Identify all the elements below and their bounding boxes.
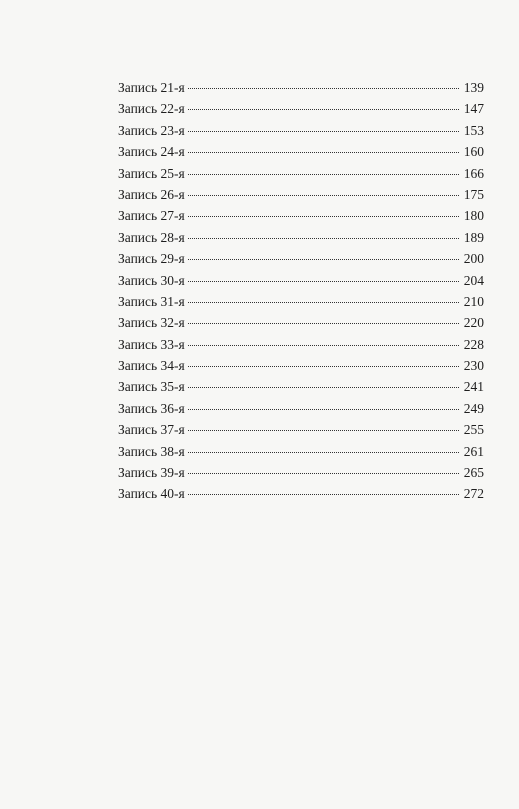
toc-entry-page-number: 241 xyxy=(463,379,484,395)
toc-entry-label: Запись 28-я xyxy=(118,229,185,245)
toc-entry-page-number: 160 xyxy=(463,144,484,160)
toc-entry xyxy=(118,163,484,184)
toc-entry xyxy=(118,419,484,440)
dot-leader xyxy=(188,366,459,367)
toc-entry xyxy=(118,248,484,269)
toc-entry-page-number: 189 xyxy=(463,229,484,245)
toc-entry-label: Запись 35-я xyxy=(118,379,185,395)
toc-entry-label: Запись 40-я xyxy=(118,486,185,502)
toc-entry-label: Запись 23-я xyxy=(118,122,185,138)
toc-entry xyxy=(118,483,484,504)
toc-entry-label: Запись 22-я xyxy=(118,101,185,117)
dot-leader xyxy=(188,174,459,175)
toc-entry-label: Запись 39-я xyxy=(118,465,185,481)
toc-entry xyxy=(118,98,484,119)
toc-entry xyxy=(118,462,484,483)
toc-entry xyxy=(118,376,484,397)
dot-leader xyxy=(188,323,459,324)
dot-leader xyxy=(188,345,459,346)
dot-leader xyxy=(188,302,459,303)
dot-leader xyxy=(188,430,459,431)
dot-leader xyxy=(188,259,459,260)
toc-entry-label: Запись 27-я xyxy=(118,208,185,224)
toc-entry xyxy=(118,184,484,205)
toc-entry xyxy=(118,120,484,141)
toc-entry-page-number: 220 xyxy=(463,315,484,331)
toc-entry-label: Запись 36-я xyxy=(118,400,185,416)
dot-leader xyxy=(188,195,459,196)
toc-entry xyxy=(118,270,484,291)
toc-entry xyxy=(118,355,484,376)
toc-entry xyxy=(118,141,484,162)
dot-leader xyxy=(188,387,459,388)
toc-entry-page-number: 261 xyxy=(463,443,484,459)
toc-entry-page-number: 255 xyxy=(463,422,484,438)
toc-entry-label: Запись 37-я xyxy=(118,422,185,438)
dot-leader xyxy=(188,494,459,495)
toc-entry-page-number: 249 xyxy=(463,400,484,416)
dot-leader xyxy=(188,109,459,110)
toc-entry-label: Запись 34-я xyxy=(118,358,185,374)
toc-entry-label: Запись 25-я xyxy=(118,165,185,181)
toc-entry-page-number: 166 xyxy=(463,165,484,181)
toc-entry-page-number: 272 xyxy=(463,486,484,502)
toc-entry-page-number: 230 xyxy=(463,358,484,374)
toc-entry xyxy=(118,441,484,462)
toc-entry-page-number: 228 xyxy=(463,336,484,352)
toc-entry xyxy=(118,334,484,355)
toc-entry-page-number: 200 xyxy=(463,251,484,267)
dot-leader xyxy=(188,409,459,410)
toc-entry-page-number: 139 xyxy=(463,80,484,95)
dot-leader xyxy=(188,88,459,89)
dot-leader xyxy=(188,152,459,153)
toc-entry xyxy=(118,227,484,248)
toc-entry-page-number: 265 xyxy=(463,465,484,481)
toc-entry xyxy=(118,77,484,98)
toc-entry-label: Запись 31-я xyxy=(118,293,185,309)
dot-leader xyxy=(188,452,459,453)
toc-entry xyxy=(118,398,484,419)
toc-entry-label: Запись 33-я xyxy=(118,336,185,352)
dot-leader xyxy=(188,131,459,132)
toc-entry-page-number: 210 xyxy=(463,293,484,309)
toc-entry-page-number: 204 xyxy=(463,272,484,288)
toc-entry xyxy=(118,312,484,333)
dot-leader xyxy=(188,216,459,217)
toc-entry xyxy=(118,205,484,226)
dot-leader xyxy=(188,238,459,239)
table-of-contents xyxy=(118,77,484,505)
toc-entry xyxy=(118,291,484,312)
toc-entry-label: Запись 38-я xyxy=(118,443,185,459)
toc-entry-label: Запись 26-я xyxy=(118,186,185,202)
toc-entry-page-number: 180 xyxy=(463,208,484,224)
toc-entry-label: Запись 21-я xyxy=(118,80,185,95)
dot-leader xyxy=(188,473,459,474)
toc-entry-page-number: 153 xyxy=(463,122,484,138)
toc-entry-label: Запись 30-я xyxy=(118,272,185,288)
toc-entry-label: Запись 24-я xyxy=(118,144,185,160)
dot-leader xyxy=(188,281,459,282)
toc-entry-label: Запись 29-я xyxy=(118,251,185,267)
toc-entry-page-number: 175 xyxy=(463,186,484,202)
toc-entry-page-number: 147 xyxy=(463,101,484,117)
toc-entry-label: Запись 32-я xyxy=(118,315,185,331)
